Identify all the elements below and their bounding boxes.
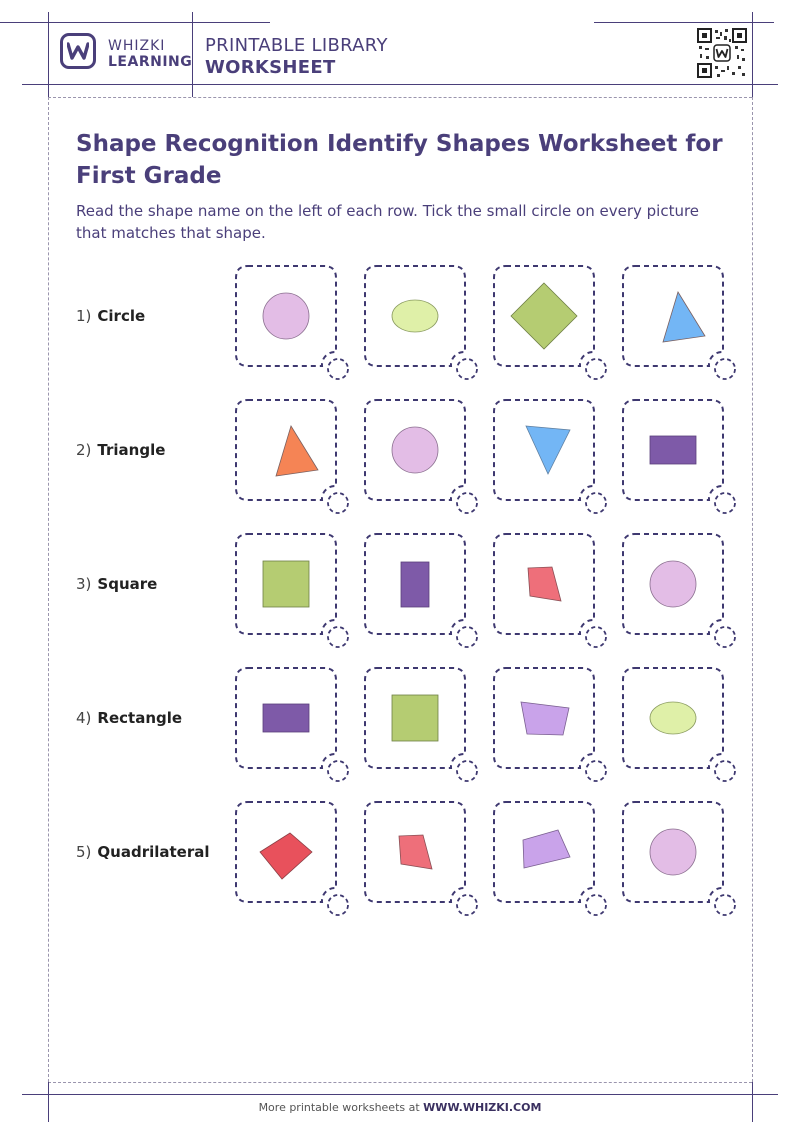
trapezoid-icon — [521, 702, 569, 735]
footer-text: More printable worksheets at — [258, 1101, 424, 1114]
shape-card — [365, 266, 465, 366]
worksheet-title: Shape Recognition Identify Shapes Worksheet for First Grade — [76, 131, 723, 189]
tick-circle[interactable] — [715, 359, 735, 379]
brand-subname: LEARNING — [108, 54, 193, 70]
tick-circle[interactable] — [328, 359, 348, 379]
qr-code-icon[interactable] — [697, 28, 747, 78]
tick-circle[interactable] — [586, 359, 606, 379]
shape-card — [236, 534, 336, 634]
shape-card — [494, 802, 594, 902]
tick-circle[interactable] — [328, 895, 348, 915]
shape-card — [494, 266, 594, 366]
tick-circle[interactable] — [457, 761, 477, 781]
header-library: PRINTABLE LIBRARY — [205, 35, 388, 56]
row-label-circle — [76, 307, 145, 325]
ellipse-icon — [650, 702, 696, 734]
row-number: 5) — [76, 843, 92, 861]
row-number: 4) — [76, 709, 92, 727]
tick-circle[interactable] — [457, 359, 477, 379]
shape-card — [365, 802, 465, 902]
frame-left-line — [48, 12, 49, 97]
tick-circle[interactable] — [586, 493, 606, 513]
row-shape-name: Triangle — [97, 441, 166, 459]
circle-icon — [392, 427, 438, 473]
circle-icon — [263, 293, 309, 339]
triangle-icon — [663, 292, 705, 342]
shape-card — [623, 266, 723, 366]
shape-card — [494, 668, 594, 768]
shape-card — [365, 668, 465, 768]
inverted-triangle-icon — [526, 426, 570, 474]
page-border-left — [48, 97, 49, 1082]
tick-circle[interactable] — [457, 895, 477, 915]
shape-card — [365, 400, 465, 500]
tall-rectangle-icon — [401, 562, 429, 607]
ellipse-icon — [392, 300, 438, 332]
row-label-rectangle — [76, 709, 182, 727]
triangle-icon — [276, 426, 318, 476]
row-shape-name: Rectangle — [97, 709, 183, 727]
tick-circle[interactable] — [328, 493, 348, 513]
shape-card — [236, 400, 336, 500]
diamond-icon — [511, 283, 577, 349]
kite-icon — [523, 830, 570, 868]
w-logo-icon — [67, 42, 89, 60]
row-label-quadrilateral — [76, 843, 210, 861]
brand-name: WHIZKI — [108, 38, 166, 54]
tick-circle[interactable] — [328, 627, 348, 647]
tick-circle[interactable] — [715, 895, 735, 915]
page-border-bottom — [48, 1082, 752, 1083]
page-border-right — [752, 97, 753, 1082]
shape-card — [623, 668, 723, 768]
shape-card — [236, 668, 336, 768]
worksheet-instructions: Read the shape name on the left of each row. Tick the small circle on every picture that matches that shape. — [76, 202, 700, 242]
row-number: 2) — [76, 441, 92, 459]
tick-circle[interactable] — [457, 493, 477, 513]
tick-circle[interactable] — [328, 761, 348, 781]
shape-card — [236, 802, 336, 902]
tick-circle[interactable] — [715, 627, 735, 647]
tick-circle[interactable] — [715, 761, 735, 781]
page-border-top — [48, 97, 752, 98]
tick-circle[interactable] — [586, 761, 606, 781]
shape-card — [494, 534, 594, 634]
rhombus-icon — [260, 833, 312, 879]
row-number: 3) — [76, 575, 92, 593]
rectangle-icon — [650, 436, 696, 464]
tick-circle[interactable] — [715, 493, 735, 513]
header-bottom-line — [22, 84, 778, 85]
circle-icon — [650, 561, 696, 607]
square-icon — [392, 695, 438, 741]
shape-card — [494, 400, 594, 500]
header-worksheet: WORKSHEET — [205, 57, 336, 78]
header-top-line — [0, 22, 270, 23]
shape-card — [623, 534, 723, 634]
tick-circle[interactable] — [457, 627, 477, 647]
rectangle-icon — [263, 704, 309, 732]
tick-circle[interactable] — [586, 895, 606, 915]
row-number: 1) — [76, 307, 92, 325]
circle-icon — [650, 829, 696, 875]
quadrilateral-icon — [528, 567, 561, 601]
tick-circle[interactable] — [586, 627, 606, 647]
row-label-triangle — [76, 441, 165, 459]
row-label-square — [76, 575, 157, 593]
row-shape-name: Quadrilateral — [97, 843, 210, 861]
frame-right-line — [752, 12, 753, 97]
shape-card — [236, 266, 336, 366]
footer — [0, 1101, 800, 1114]
square-icon — [263, 561, 309, 607]
shape-card — [365, 534, 465, 634]
brand-logo — [60, 33, 96, 69]
footer-line — [22, 1094, 778, 1095]
row-shape-name: Square — [97, 575, 158, 593]
quadrilateral-icon — [399, 835, 432, 869]
header-top-line-right — [594, 22, 774, 23]
row-shape-name: Circle — [97, 307, 146, 325]
shape-card — [623, 802, 723, 902]
footer-site-link[interactable]: WWW.WHIZKI.COM — [423, 1101, 542, 1114]
shape-card — [623, 400, 723, 500]
